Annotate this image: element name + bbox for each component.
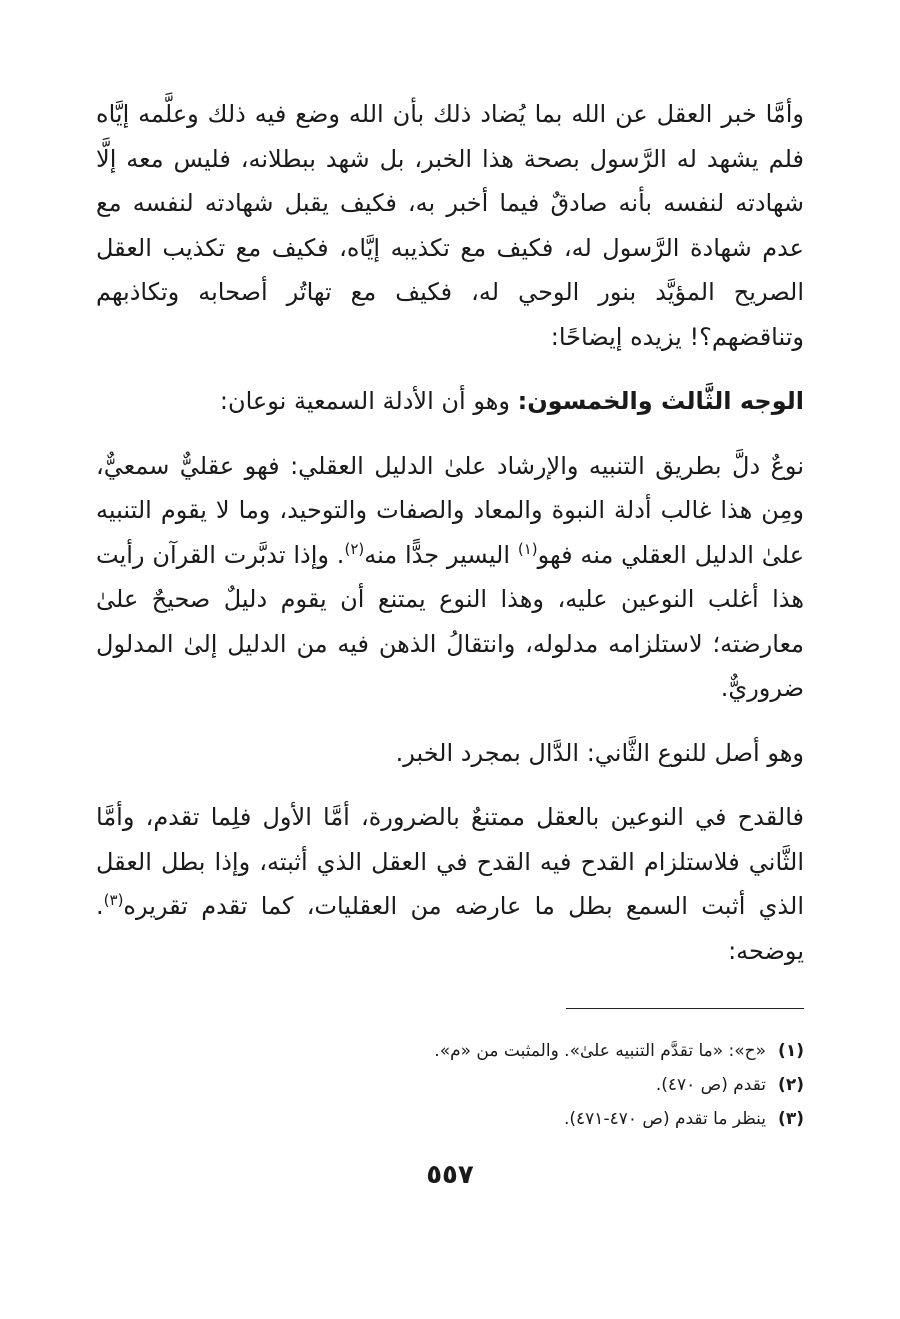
paragraph-2: [96, 379, 804, 424]
footnote-2: [96, 1068, 804, 1102]
footnote-ref-2: (٢): [344, 539, 365, 558]
paragraph-3-part-2: اليسير جدًّا منه: [364, 540, 518, 569]
footnote-separator: [566, 1008, 804, 1009]
page-body: [96, 92, 804, 973]
paragraph-5-part-1: فالقدح في النوعين بالعقل ممتنعٌ بالضرورة، أمَّا الأول فلِما تقدم، وأمَّا الثَّاني فلاستلزام القدح فيه القدح في العقل الذي أثبته، وإذا بطل العقل الذي أثبت السمع بطل ما عارضه من العقليات، كما تقدم تقريره: [96, 803, 804, 920]
footnotes: [96, 1034, 804, 1136]
footnote-1: [96, 1034, 804, 1068]
paragraph-5-part-2: . يوضحه:: [96, 892, 804, 965]
footnote-text: تقدم (ص ٤٧٠).: [655, 1075, 767, 1095]
footnote-number: (٢): [778, 1075, 804, 1095]
paragraph-3-part-1: نوعٌ دلَّ بطريق التنبيه والإرشاد علىٰ الدليل العقلي: فهو عقليٌّ سمعيٌّ، ومِن هذا غالب أدلة النبوة والمعاد والصفات والتوحيد، وما لا يقوم التنبيه علىٰ الدليل العقلي منه فهو: [96, 451, 805, 569]
paragraph-4: وهو أصل للنوع الثَّاني: الدَّال بمجرد الخبر.: [395, 738, 804, 767]
section-heading: الوجه الثَّالث والخمسون:: [517, 387, 804, 415]
footnote-3: [96, 1102, 804, 1136]
paragraph-2-text: وهو أن الأدلة السمعية نوعان:: [219, 387, 518, 415]
paragraph-3-part-3: . وإذا تدبَّرت القرآن رأيت هذا أغلب النوعين عليه، وهذا النوع يمتنع أن يقوم دليلٌ صحيحٌ علىٰ معارضته؛ لاستلزامه مدلوله، وانتقالُ الذهن فيه من الدليل إلىٰ المدلول ضروريٌّ.: [96, 540, 804, 702]
footnote-number: (٣): [778, 1109, 804, 1129]
paragraph-1: وأمَّا خبر العقل عن الله بما يُضاد ذلك بأن الله وضع فيه ذلك وعلَّمه إيَّاه فلم يشهد له الرَّسول بصحة هذا الخبر، بل شهد ببطلانه، فليس معه إلَّا شهادته لنفسه بأنه صادقٌ فيما أخبر به، فكيف يقبل شهادته لنفسه مع عدم شهادة الرَّسول له، فكيف مع تكذيبه إيَّاه، فكيف مع تكذيب العقل الصريح المؤيَّد بنور الوحي له، فكيف مع تهاتُر أصحابه وتكاذبهم وتناقضهم؟! يزيده إيضاحًا:: [96, 100, 804, 351]
paragraph-3: [96, 444, 804, 711]
page-number: ٥٥٧: [426, 1160, 474, 1190]
footnote-number: (١): [778, 1041, 804, 1061]
paragraph-5: [96, 795, 804, 973]
footnote-ref-1: (١): [517, 539, 538, 558]
footnote-text: «ح»: «ما تقدَّم التنبيه علىٰ». والمثبت من «م».: [434, 1041, 767, 1061]
footnote-ref-3: (٣): [103, 891, 124, 909]
footnote-text: ينظر ما تقدم (ص ٤٧٠-٤٧١).: [563, 1109, 767, 1129]
